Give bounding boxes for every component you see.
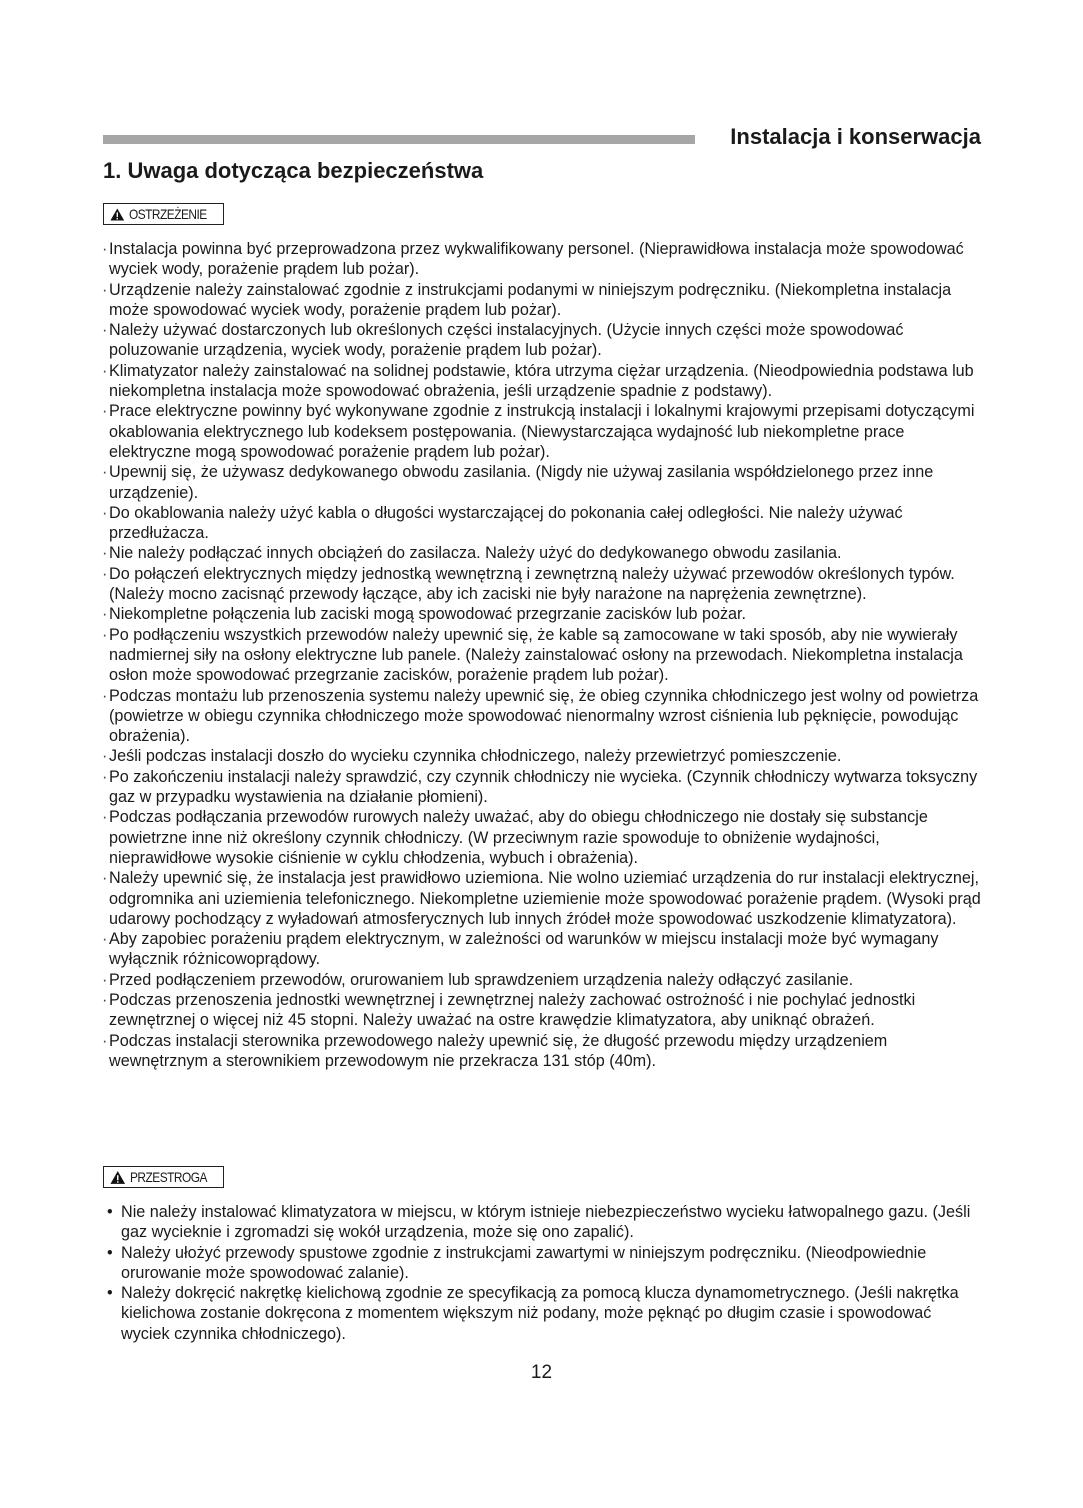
list-item: · Do okablowania należy użyć kabla o długości wystarczającej do pokonania całej odległości. Nie należy używać przedłużacza.	[103, 503, 983, 544]
list-item: · Należy używać dostarczonych lub określonych części instalacyjnych. (Użycie innych części może spowodować poluzowanie urządzenia, wyciek wody, porażenie prądem lub pożar).	[103, 320, 983, 361]
list-item: · Upewnij się, że używasz dedykowanego obwodu zasilania. (Nigdy nie używaj zasilania współdzielonego przez inne urządzenie).	[103, 462, 983, 503]
list-item: · Urządzenie należy zainstalować zgodnie z instrukcjami podanymi w niniejszym podręczniku. (Niekompletna instalacja może spowodować wyciek wody, porażenie prądem lub pożar).	[103, 280, 983, 321]
list-item: · Podczas montażu lub przenoszenia systemu należy upewnić się, że obieg czynnika chłodniczego jest wolny od powietrza (powietrze w obiegu czynnika chłodniczego może spowodować nienormalny wzrost ciśnienia lub pęknięcie, powodując obrażenia).	[103, 686, 983, 747]
list-item: · Niekompletne połączenia lub zaciski mogą spowodować przegrzanie zacisków lub pożar.	[103, 604, 983, 624]
list-item: · Nie należy podłączać innych obciążeń do zasilacza. Należy użyć do dedykowanego obwodu zasilania.	[103, 543, 983, 563]
list-item: · Prace elektryczne powinny być wykonywane zgodnie z instrukcją instalacji i lokalnymi krajowymi przepisami dotyczącymi okablowania elektrycznego lub kodeksem postępowania. (Niewystarczająca wydajność lub niekompletne prace elektryczne mogą spowodować porażenie prądem lub pożar).	[103, 401, 983, 462]
header-rule	[103, 135, 695, 144]
list-item: · Jeśli podczas instalacji doszło do wycieku czynnika chłodniczego, należy przewietrzyć pomieszczenie.	[103, 746, 983, 766]
warning-triangle-icon	[110, 207, 125, 222]
caution-label: PRZESTROGA	[129, 1169, 207, 1185]
list-item: · Klimatyzator należy zainstalować na solidnej podstawie, która utrzyma ciężar urządzenia. (Nieodpowiednia podstawa lub niekompletna instalacja może spowodować obrażenia, jeśli urządzenie spadnie z podstawy).	[103, 361, 983, 402]
section-title: 1. Uwaga dotycząca bezpieczeństwa	[103, 158, 484, 183]
list-item: · Po zakończeniu instalacji należy sprawdzić, czy czynnik chłodniczy nie wycieka. (Czynnik chłodniczy wytwarza toksyczny gaz w przypadku wystawienia na działanie płomieni).	[103, 767, 983, 808]
list-item: • Należy dokręcić nakrętkę kielichową zgodnie ze specyfikacją za pomocą klucza dynamometrycznego. (Jeśli nakrętka kielichowa zostanie dokręcona z momentem większym niż podany, może pęknąć po długim czasie i spowodować wyciek czynnika chłodniczego).	[103, 1283, 983, 1344]
list-item: · Należy upewnić się, że instalacja jest prawidłowo uziemiona. Nie wolno uziemiać urządzenia do rur instalacji elektrycznej, odgromnika ani uziemienia telefonicznego. Niekompletne uziemienie może spowodować porażenie prądem. (Wysoki prąd udarowy pochodzący z wyładowań atmosferycznych lub innych źródeł może spowodować uszkodzenie klimatyzatora).	[103, 868, 983, 929]
page-number: 12	[530, 1362, 553, 1383]
list-item: · Instalacja powinna być przeprowadzona przez wykwalifikowany personel. (Nieprawidłowa instalacja może spowodować wyciek wody, porażenie prądem lub pożar).	[103, 239, 983, 280]
list-item: • Nie należy instalować klimatyzatora w miejscu, w którym istnieje niebezpieczeństwo wycieku łatwopalnego gazu. (Jeśli gaz wycieknie i zgromadzi się wokół urządzenia, może się ono zapalić).	[103, 1202, 983, 1243]
caution-triangle-icon	[110, 1170, 126, 1185]
warning-list	[103, 239, 983, 1071]
list-item: • Należy ułożyć przewody spustowe zgodnie z instrukcjami zawartymi w niniejszym podręczniku. (Nieodpowiednie orurowanie może spowodować zalanie).	[103, 1243, 983, 1284]
warning-label: OSTRZEŻENIE	[128, 206, 207, 222]
list-item: · Po podłączeniu wszystkich przewodów należy upewnić się, że kable są zamocowane w taki sposób, aby nie wywierały nadmiernej siły na osłony elektryczne lub panele. (Należy zainstalować osłony na przewodach. Niekompletna instalacja osłon może spowodować przegrzanie zacisków, porażenie prądem lub pożar).	[103, 625, 983, 686]
header-title: Instalacja i konserwacja	[730, 124, 981, 149]
list-item: · Podczas przenoszenia jednostki wewnętrznej i zewnętrznej należy zachować ostrożność i nie pochylać jednostki zewnętrznej o więcej niż 45 stopni. Należy uważać na ostre krawędzie klimatyzatora, aby uniknąć obrażeń.	[103, 990, 983, 1031]
list-item: · Aby zapobiec porażeniu prądem elektrycznym, w zależności od warunków w miejscu instalacji może być wymagany wyłącznik różnicowoprądowy.	[103, 929, 983, 970]
list-item: · Podczas podłączania przewodów rurowych należy uważać, aby do obiegu chłodniczego nie dostały się substancje powietrzne inne niż określony czynnik chłodniczy. (W przeciwnym razie spowoduje to obniżenie wydajności, nieprawidłowe wysokie ciśnienie w cyklu chłodzenia, wybuch i obrażenia).	[103, 807, 983, 868]
warning-badge	[103, 203, 224, 225]
list-item: · Do połączeń elektrycznych między jednostką wewnętrzną i zewnętrzną należy używać przewodów określonych typów. (Należy mocno zacisnąć przewody łączące, aby ich zaciski nie były narażone na naprężenia zewnętrzne).	[103, 564, 983, 605]
list-item: · Przed podłączeniem przewodów, orurowaniem lub sprawdzeniem urządzenia należy odłączyć zasilanie.	[103, 970, 983, 990]
caution-list	[103, 1202, 983, 1344]
caution-badge	[103, 1166, 224, 1188]
page-header	[103, 124, 981, 154]
list-item: · Podczas instalacji sterownika przewodowego należy upewnić się, że długość przewodu między urządzeniem wewnętrznym a sterownikiem przewodowym nie przekracza 131 stóp (40m).	[103, 1031, 983, 1072]
